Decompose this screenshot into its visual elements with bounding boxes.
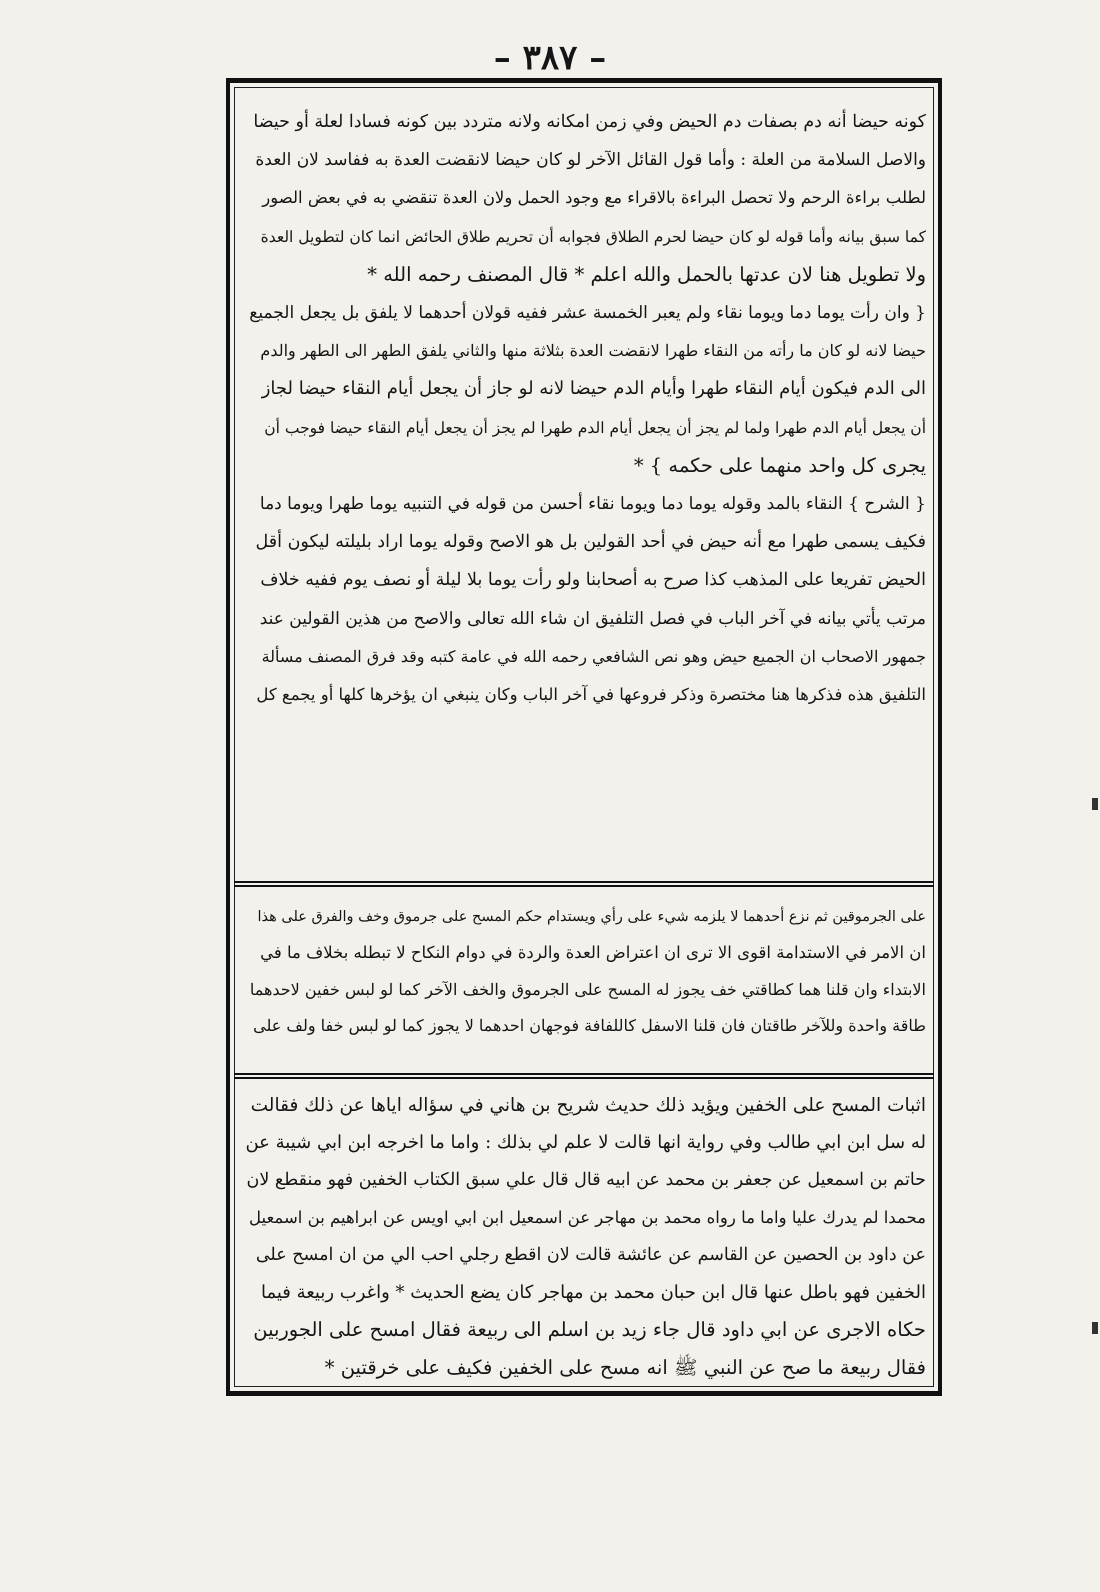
section-divider <box>234 881 934 883</box>
page-number: – ٣٨٧ – <box>493 38 607 78</box>
bottom-text-line: له سل ابن ابي طالب وفي رواية انها قالت لا علم لي بذلك : واما ما اخرجه ابن ابي شيبة عن <box>245 1132 926 1154</box>
main-text-line: كما سبق بيانه وأما قوله لو كان حيضا لحرم الطلاق فجوابه أن تحريم طلاق الحائض انما كان لتطويل العدة <box>260 227 926 246</box>
main-text-line: { الشرح } النقاء بالمد وقوله يوما دما ويوما نقاء أحسن من قوله في التنبيه يوما طهرا ويوما دما <box>259 494 926 515</box>
middle-text-line: الابتداء وان قلنا هما كطاقتي خف يجوز له المسح على الجرموق والخف الآخر كما لو لبس خفين لاحدهما <box>249 979 926 999</box>
main-text-line: يجرى كل واحد منهما على حكمه } * <box>633 453 926 477</box>
middle-text-line: على الجرموقين ثم نزع أحدهما لا يلزمه شيء على رأي ويستدام حكم المسح على جرموق وخف والفرق على هذا <box>257 909 926 925</box>
section-divider <box>234 1077 934 1079</box>
section-divider <box>234 885 934 887</box>
main-text-line: التلفيق هذه فذكرها هنا مختصرة وذكر فروعها في آخر الباب وكان ينبغي ان يؤخرها كلها أو يجمع كل <box>256 685 926 705</box>
bottom-text-line: عن داود بن الحصين عن القاسم عن عائشة قالت لان اقطع رجلي احب الي من ان امسح على <box>255 1244 926 1265</box>
middle-text-section <box>244 899 926 1045</box>
main-text-line: حيضا لانه لو كان ما رأته من النقاء طهرا لانقضت العدة بثلاثة منها والثاني يلفق الطهر الى الطهر والدم <box>260 341 926 361</box>
bottom-text-line: حاتم بن اسمعيل عن جعفر بن محمد عن ابيه قال قال علي سبق الكتاب الخفين فهو منقطع لان <box>246 1169 926 1190</box>
main-text-section <box>244 103 926 714</box>
main-text-line: الحيض تفريعا على المذهب كذا صرح به أصحابنا ولو رأت يوما بلا ليلة أو نصف يوم ففيه خلاف <box>260 570 926 591</box>
main-text-line: فكيف يسمى طهرا مع أنه حيض في أحد القولين بل هو الاصح وقوله يوما اراد بليلته ليكون أقل <box>255 532 926 553</box>
scan-edge-mark <box>1092 1322 1098 1334</box>
main-text-line: مرتب يأتي بيانه في آخر الباب في فصل التلفيق ان شاء الله تعالى والاصح من هذين القولين عند <box>259 608 926 629</box>
main-text-line: ولا تطويل هنا لان عدتها بالحمل والله اعلم * قال المصنف رحمه الله * <box>367 262 926 286</box>
section-divider <box>234 1073 934 1075</box>
main-text-line: والاصل السلامة من العلة : وأما قول القائل الآخر لو كان حيضا لانقضت العدة به ففاسد لان العدة <box>255 150 926 171</box>
bottom-text-line: فقال ربيعة ما صح عن النبي ﷺ انه مسح على الخفين فكيف على خرقتين * <box>324 1355 926 1379</box>
bottom-text-line: الخفين فهو باطل عنها قال ابن حبان محمد بن مهاجر كان يضع الحديث * واغرب ربيعة فيما <box>260 1282 926 1304</box>
middle-text-line: طاقة واحدة وللآخر طاقتان فان قلنا الاسفل كاللفافة فوجهان احدهما لا يجوز كما لو لبس خفا ولف على <box>253 1016 926 1036</box>
bottom-text-line: حكاه الاجرى عن ابي داود قال جاء زيد بن اسلم الى ربيعة فقال امسح على الجوربين <box>253 1318 926 1342</box>
main-text-line: الى الدم فيكون أيام النقاء طهرا وأيام الدم حيضا لانه لو جاز أن يجعل أيام النقاء حيضا لجاز <box>261 378 926 400</box>
main-text-line: كونه حيضا أنه دم بصفات دم الحيض وفي زمن امكانه ولانه متردد بين كونه فسادا لعلة أو حيضا <box>253 112 926 132</box>
bottom-text-section <box>244 1087 926 1386</box>
middle-text-line: ان الامر في الاستدامة اقوى الا ترى ان اعتراض العدة والردة في دوام النكاح لا تبطله بخلاف ما في <box>260 943 926 963</box>
main-text-line: { وان رأت يوما دما ويوما نقاء ولم يعبر الخمسة عشر ففيه قولان أحدهما لا يلفق بل يجعل الجميع <box>249 303 926 324</box>
bottom-text-line: اثبات المسح على الخفين ويؤيد ذلك حديث شريح بن هاني في سؤاله اياها عن ذلك فقالت <box>250 1095 926 1116</box>
bottom-text-line: محمدا لم يدرك عليا واما ما رواه محمد بن مهاجر عن اسمعيل ابن ابي اويس عن ابراهيم بن اسمعيل <box>249 1208 926 1228</box>
page-frame <box>226 78 942 1396</box>
main-text-line: لطلب براءة الرحم ولا تحصل البراءة بالاقراء مع وجود الحمل ولان العدة تنقضي به في بعض الصور <box>262 188 926 208</box>
main-text-line: أن يجعل أيام الدم طهرا ولما لم يجز أن يجعل أيام الدم طهرا لم يجز أن يجعل أيام النقاء حيضا فوجب أن <box>264 418 926 437</box>
main-text-line: جمهور الاصحاب ان الجميع حيض وهو نص الشافعي رحمه الله في عامة كتبه وقد فرق المصنف مسألة <box>261 646 926 666</box>
scan-edge-mark <box>1092 798 1098 810</box>
